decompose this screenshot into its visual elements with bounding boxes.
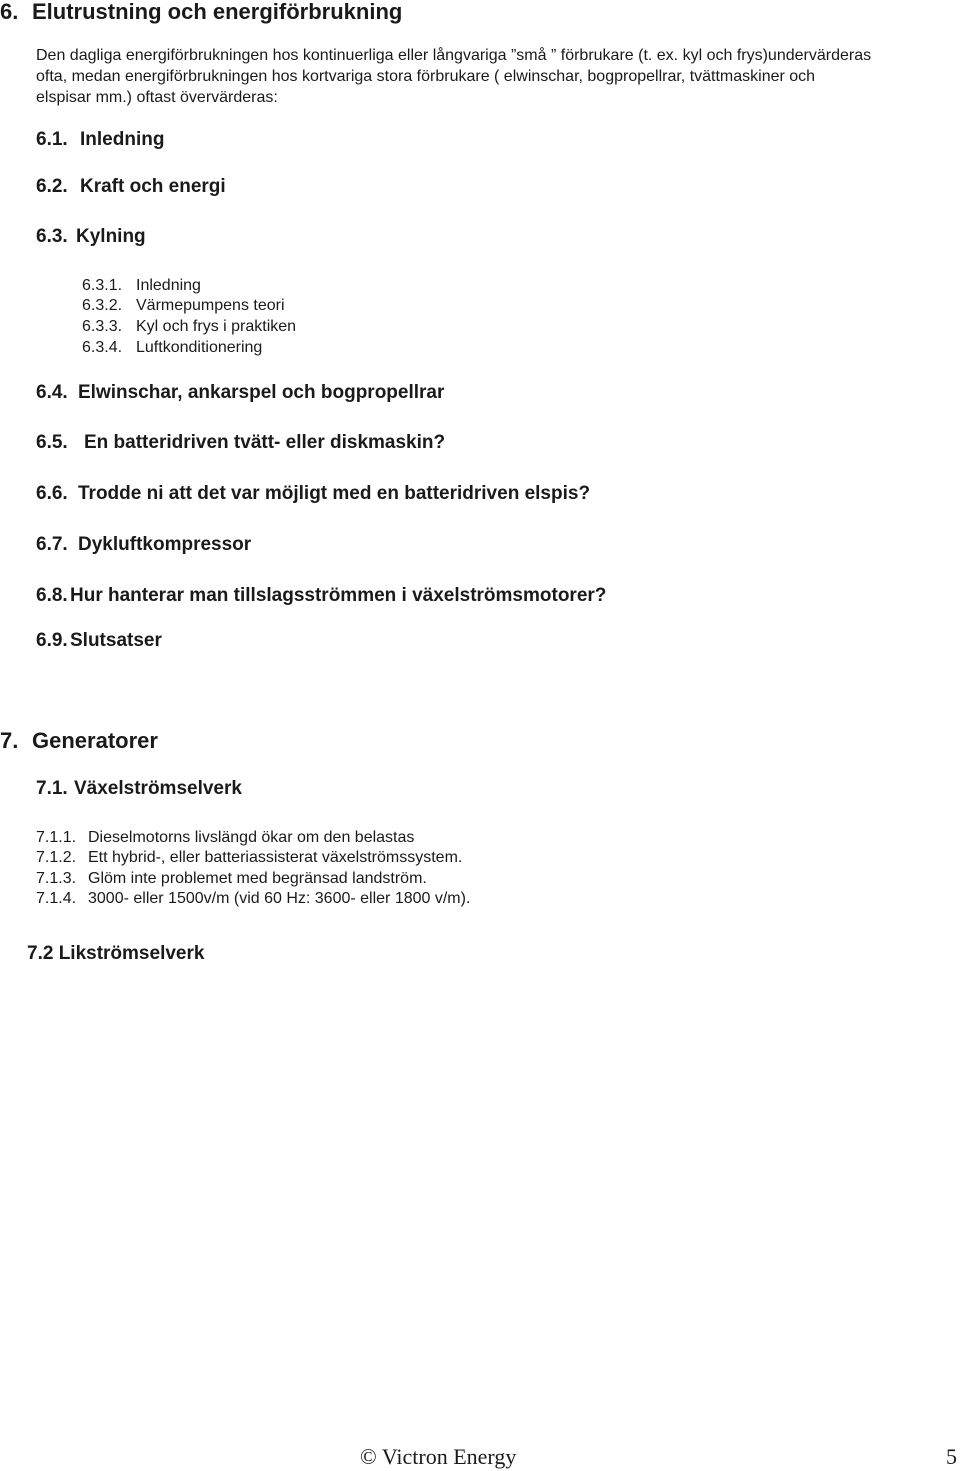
section-number: 6.4. xyxy=(36,382,68,403)
toc-entry-6-2[interactable] xyxy=(36,177,226,196)
subsection-title: Kyl och frys i praktiken xyxy=(136,318,297,335)
subsection-title: Inledning xyxy=(136,277,201,294)
section-title: Inledning xyxy=(80,129,165,150)
chapter-number: 7. xyxy=(0,728,19,753)
toc-entry-7-1-4[interactable] xyxy=(36,891,470,907)
section-number: 6.3. xyxy=(36,226,68,247)
subsection-title: Glöm inte problemet med begränsad landström. xyxy=(88,870,427,887)
section-title: Växelströmselverk xyxy=(74,778,242,799)
section-number: 6.7. xyxy=(36,534,68,555)
chapter-7-heading xyxy=(0,730,158,752)
section-number: 6.1. xyxy=(36,129,68,150)
section-number: 6.2. xyxy=(36,176,68,197)
toc-entry-7-2[interactable]: 7.2 Likströmselverk xyxy=(27,943,205,964)
subsection-number: 7.1.2. xyxy=(36,849,77,866)
intro-line-2: ofta, medan energiförbrukningen hos kortvariga stora förbrukare ( elwinschar, bogpropellrar, tvättmaskiner och xyxy=(36,68,816,85)
chapter-number: 6. xyxy=(0,0,19,24)
subsection-number: 6.3.3. xyxy=(82,318,123,335)
section-number: 6.5. xyxy=(36,432,68,453)
intro-line-1: Den dagliga energiförbrukningen hos kontinuerliga eller långvariga ”små ” förbrukare (t. ex. kyl och frys)undervärderas xyxy=(36,47,872,64)
section-number: 6.8. xyxy=(36,585,68,606)
toc-entry-6-9[interactable] xyxy=(36,631,162,650)
section-title: Elwinschar, ankarspel och bogpropellrar xyxy=(78,382,445,403)
subsection-title: Värmepumpens teori xyxy=(136,297,285,314)
toc-entry-7-1-1[interactable] xyxy=(36,830,414,846)
toc-entry-6-3-3[interactable] xyxy=(82,319,296,335)
page-number: 5 xyxy=(946,1444,957,1469)
intro-line-3: elspisar mm.) oftast övervärderas: xyxy=(36,89,278,106)
toc-entry-6-6[interactable] xyxy=(36,484,590,503)
subsection-number: 6.3.1. xyxy=(82,277,123,294)
section-number: 7.1. xyxy=(36,778,68,799)
subsection-number: 6.3.4. xyxy=(82,339,123,356)
subsection-title: Luftkonditionering xyxy=(136,339,263,356)
section-title: En batteridriven tvätt- eller diskmaskin? xyxy=(84,432,446,453)
subsection-number: 7.1.1. xyxy=(36,829,77,846)
toc-entry-6-7[interactable] xyxy=(36,535,251,554)
section-title: Slutsatser xyxy=(70,630,162,651)
section-title: Hur hanterar man tillslagsströmmen i växelströmsmotorer? xyxy=(70,585,607,606)
subsection-number: 6.3.2. xyxy=(82,297,123,314)
chapter-6-heading xyxy=(0,1,402,23)
subsection-title: Ett hybrid-, eller batteriassisterat växelströmssystem. xyxy=(88,849,463,866)
footer-brand: © Victron Energy xyxy=(360,1444,517,1469)
toc-entry-7-1-2[interactable] xyxy=(36,850,462,866)
section-number: 6.9. xyxy=(36,630,68,651)
subsection-title: Dieselmotorns livslängd ökar om den belastas xyxy=(88,829,415,846)
toc-entry-6-3-2[interactable] xyxy=(82,298,285,314)
section-title: Dykluftkompressor xyxy=(78,534,252,555)
section-number: 6.6. xyxy=(36,483,68,504)
toc-entry-6-1[interactable] xyxy=(36,130,164,149)
section-title: Trodde ni att det var möjligt med en batteridriven elspis? xyxy=(78,483,591,504)
toc-entry-7-1-3[interactable] xyxy=(36,871,427,887)
subsection-number: 7.1.3. xyxy=(36,870,77,887)
subsection-title: 3000- eller 1500v/m (vid 60 Hz: 3600- eller 1800 v/m). xyxy=(88,890,471,907)
section-title: Kylning xyxy=(76,226,146,247)
chapter-title: Elutrustning och energiförbrukning xyxy=(32,0,403,24)
section-title: Kraft och energi xyxy=(80,176,226,197)
toc-entry-6-3-4[interactable] xyxy=(82,340,262,356)
toc-entry-6-4[interactable] xyxy=(36,383,444,402)
toc-entry-7-1[interactable] xyxy=(36,779,242,798)
toc-entry-6-5[interactable] xyxy=(36,433,445,452)
chapter-title: Generatorer xyxy=(32,728,158,753)
toc-entry-6-3[interactable] xyxy=(36,227,146,246)
toc-entry-6-8[interactable] xyxy=(36,586,606,605)
subsection-number: 7.1.4. xyxy=(36,890,77,907)
toc-entry-6-3-1[interactable] xyxy=(82,278,201,294)
